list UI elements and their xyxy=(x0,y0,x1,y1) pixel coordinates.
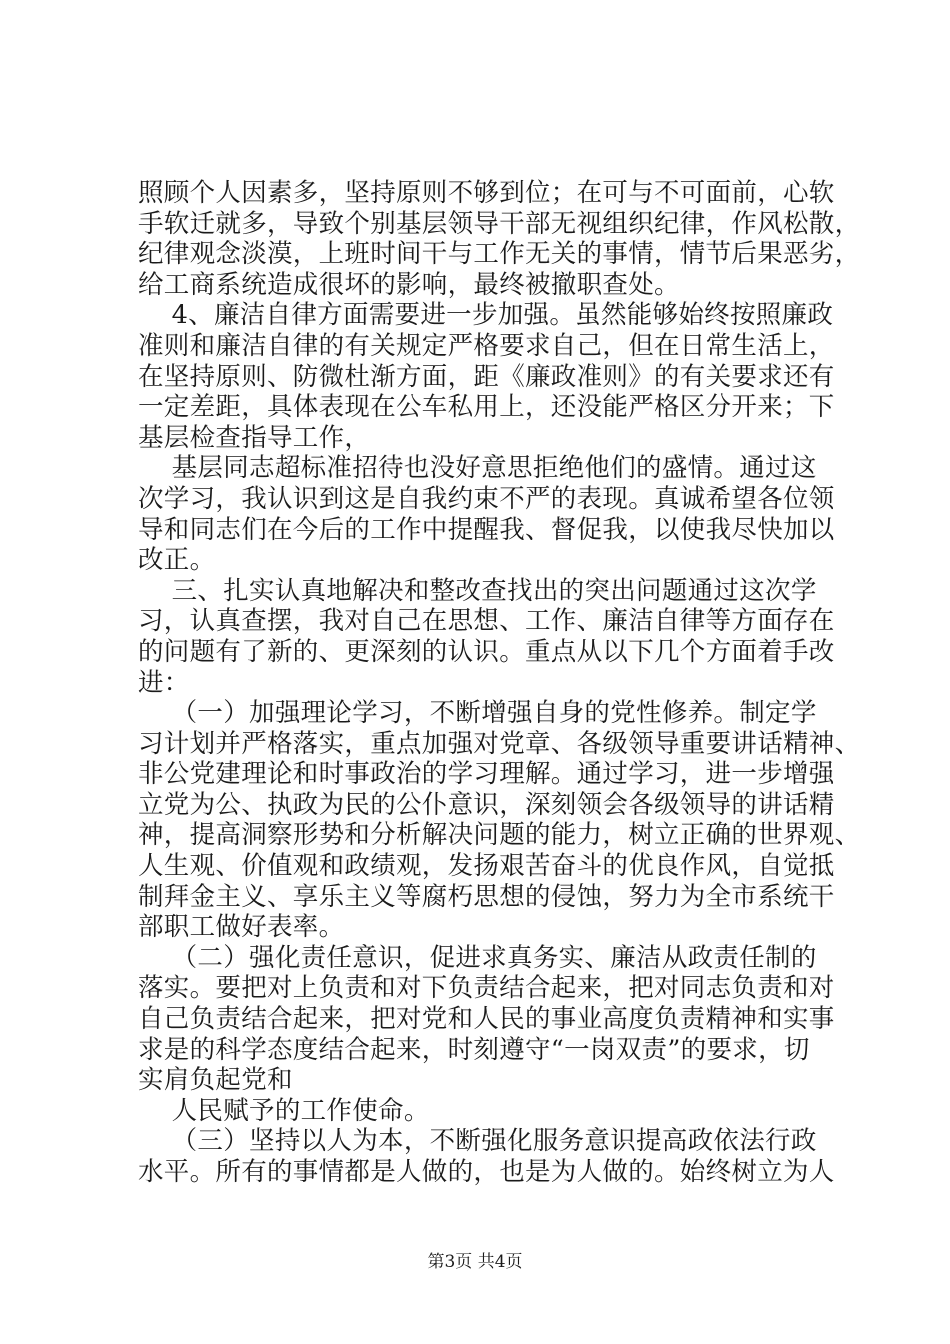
text-line: 落实。要把对上负责和对下负责结合起来，把对同志负责和对 xyxy=(138,973,835,1004)
text-line: 基层同志超标准招待也没好意思拒绝他们的盛情。通过这 xyxy=(138,453,817,484)
text-line: 部职工做好表率。 xyxy=(138,912,345,943)
text-line: （三）坚持以人为本，不断强化服务意识提高政依法行政 xyxy=(138,1126,817,1157)
text-line: 基层检查指导工作， xyxy=(138,422,371,453)
text-line: 次学习，我认识到这是自我约束不严的表现。真诚希望各位领 xyxy=(138,483,835,514)
text-line: 习计划并严格落实，重点加强对党章、各级领导重要讲话精神、 xyxy=(138,728,861,759)
text-line: 的问题有了新的、更深刻的认识。重点从以下几个方面着手改 xyxy=(138,636,835,667)
text-line: 求是的科学态度结合起来，时刻遵守“一岗双责”的要求，切 xyxy=(138,1034,810,1065)
text-line: 导和同志们在今后的工作中提醒我、督促我，以使我尽快加以 xyxy=(138,514,835,545)
text-line: 制拜金主义、享乐主义等腐朽思想的侵蚀，努力为全市系统干 xyxy=(138,881,835,912)
text-line: 人生观、价值观和政绩观，发扬艰苦奋斗的优良作风，自觉抵 xyxy=(138,851,835,882)
text-line: 4、廉洁自律方面需要进一步加强。虽然能够始终按照廉政 xyxy=(138,300,834,331)
text-line: 照顾个人因素多，坚持原则不够到位；在可与不可面前，心软 xyxy=(138,178,835,208)
text-line: 纪律观念淡漠，上班时间干与工作无关的事情，情节后果恶劣， xyxy=(138,239,861,270)
text-line: 水平。所有的事情都是人做的，也是为人做的。始终树立为人 xyxy=(138,1157,835,1187)
text-line: 进： xyxy=(138,667,190,698)
text-line: 立党为公、执政为民的公仆意识，深刻领会各级领导的讲话精 xyxy=(138,789,835,820)
page-footer xyxy=(0,1247,950,1272)
text-line: 习，认真查摆，我对自己在思想、工作、廉洁自律等方面存在 xyxy=(138,606,835,637)
body-text xyxy=(138,178,861,1188)
text-line: 神，提高洞察形势和分析解决问题的能力，树立正确的世界观、 xyxy=(138,820,861,851)
text-line: 给工商系统造成很坏的影响，最终被撤职查处。 xyxy=(138,269,680,300)
text-line: 改正。 xyxy=(138,545,216,576)
text-line: 实肩负起党和 xyxy=(138,1065,293,1096)
text-line: 非公党建理论和时事政治的学习理解。通过学习，进一步增强 xyxy=(138,759,835,790)
page-number: 第3页 共4页 xyxy=(427,1252,523,1272)
text-line: 准则和廉洁自律的有关规定严格要求自己，但在日常生活上， xyxy=(138,330,835,361)
text-line: 一定差距，具体表现在公车私用上，还没能严格区分开来；下 xyxy=(138,392,835,423)
text-line: 三、扎实认真地解决和整改查找出的突出问题通过这次学 xyxy=(138,575,817,606)
text-line: 人民赋予的工作使命。 xyxy=(138,1095,430,1126)
text-line: 在坚持原则、防微杜渐方面，距《廉政准则》的有关要求还有 xyxy=(138,361,835,392)
text-line: （一）加强理论学习，不断增强自身的党性修养。制定学 xyxy=(138,698,817,729)
text-line: 手软迁就多，导致个别基层领导干部无视组织纪律，作风松散， xyxy=(138,208,861,239)
text-line: 自己负责结合起来，把对党和人民的事业高度负责精神和实事 xyxy=(138,1004,835,1035)
text-line: （二）强化责任意识，促进求真务实、廉洁从政责任制的 xyxy=(138,942,817,973)
